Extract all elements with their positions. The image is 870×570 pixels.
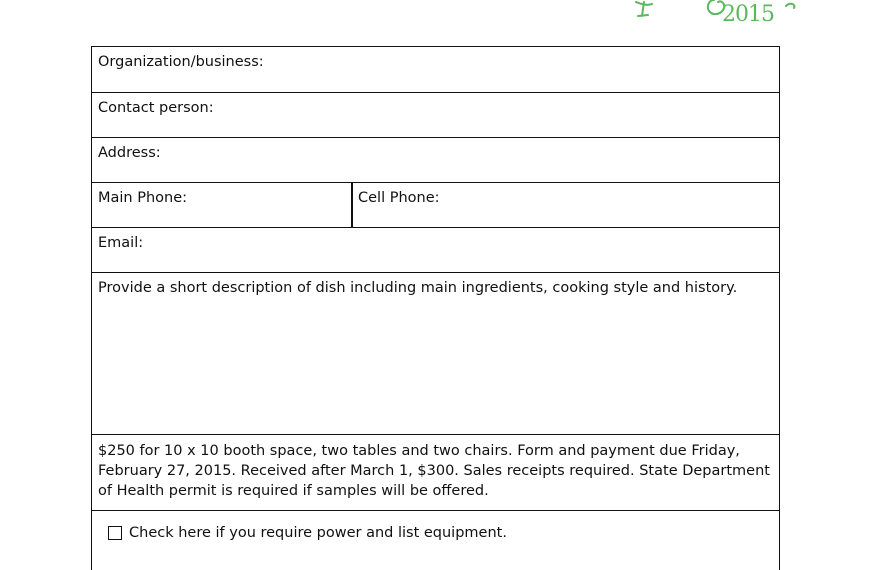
dish-description-label: Provide a short description of dish including main ingredients, cooking style and history. [98, 280, 738, 296]
main-phone-label: Main Phone: [98, 190, 188, 206]
contact-person-label: Contact person: [98, 100, 214, 116]
fee-notice-line: February 27, 2015. Received after March 1, $300. Sales receipts required. State Department [98, 463, 770, 479]
organization-row[interactable] [92, 47, 779, 93]
dish-description-row[interactable] [92, 273, 779, 435]
fee-notice-row [92, 435, 779, 511]
organization-label: Organization/business: [98, 54, 264, 70]
fee-notice-line: of Health permit is required if samples will be offered. [98, 483, 489, 499]
vendor-application-form [91, 46, 780, 570]
fee-notice-line: $250 for 10 x 10 booth space, two tables and two chairs. Form and payment due Friday, [98, 443, 740, 459]
email-row[interactable] [92, 228, 779, 273]
power-request-option [108, 525, 507, 541]
logo-year: 2015 [722, 2, 774, 27]
cell-phone-label: Cell Phone: [358, 190, 440, 206]
power-checkbox-label: Check here if you require power and list equipment. [129, 525, 507, 541]
contact-person-row[interactable] [92, 93, 779, 138]
fee-notice [98, 441, 768, 501]
email-label: Email: [98, 235, 144, 251]
power-checkbox[interactable] [108, 526, 122, 540]
address-row[interactable] [92, 138, 779, 183]
phone-divider [351, 183, 353, 227]
address-label: Address: [98, 145, 161, 161]
power-request-row [92, 511, 779, 570]
phone-row [92, 183, 779, 228]
